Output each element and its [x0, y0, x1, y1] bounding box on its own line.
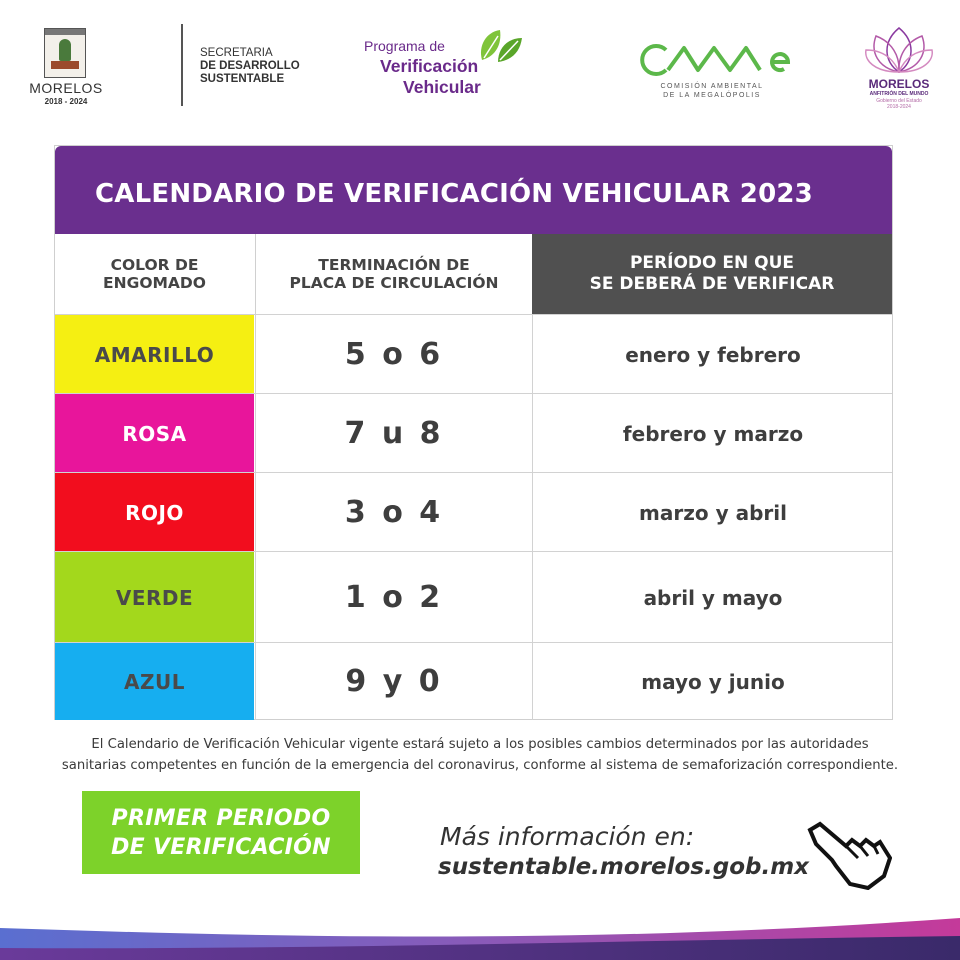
lotus-icon [864, 22, 934, 77]
table-row [55, 472, 892, 552]
disclaimer-note [30, 734, 930, 776]
plate-ending-cell: 9 y 0 [255, 643, 532, 720]
disclaimer-line-2: sanitarias competentes en función de la emergencia del coronavirus, conforme al sistema de semaforización correspondiente. [61, 758, 899, 773]
sticker-color-cell: ROSA [55, 394, 254, 473]
table-title-bar [55, 146, 892, 234]
header-plate-line-2: PLACA DE CIRCULACIÓN [289, 274, 499, 292]
plate-ending-cell: 7 u 8 [255, 394, 532, 473]
verification-calendar-table [54, 145, 893, 720]
state-seal-icon [44, 28, 86, 78]
plate-ending-cell: 1 o 2 [255, 552, 532, 643]
state-logo-name: MORELOS [868, 77, 930, 91]
more-info-url[interactable]: sustentable.morelos.gob.mx [438, 854, 810, 880]
period-cell: mayo y junio [532, 643, 893, 720]
period-cell: abril y mayo [532, 552, 893, 643]
badge-line-2: DE VERIFICACIÓN [111, 834, 331, 860]
first-period-badge [82, 791, 360, 874]
came-logo-sub-2: DE LA MEGALÓPOLIS [663, 92, 761, 99]
came-logo [632, 40, 792, 102]
state-logo-line-3: Gobierno del Estado [876, 98, 922, 104]
table-row [55, 314, 892, 394]
secretaria-logo [200, 47, 300, 86]
header-color-line-2: ENGOMADO [103, 274, 206, 292]
period-cell: enero y febrero [532, 315, 893, 394]
period-cell: febrero y marzo [532, 394, 893, 473]
sticker-color-cell: ROJO [55, 473, 254, 552]
came-wordmark-icon [632, 40, 792, 80]
header-divider [181, 24, 183, 106]
morelos-logo-name: MORELOS [29, 80, 103, 96]
program-logo-line-2: Verificación [380, 56, 479, 76]
table-row [55, 551, 892, 643]
header-period-line-1: PERÍODO EN QUE [629, 253, 795, 273]
header-period [532, 234, 892, 314]
plate-ending-cell: 3 o 4 [255, 473, 532, 552]
came-logo-sub-1: COMISIÓN AMBIENTAL [660, 83, 764, 90]
sticker-color-cell: AZUL [55, 643, 254, 720]
header [0, 0, 960, 130]
sticker-color-cell: VERDE [55, 552, 254, 643]
header-color [55, 234, 254, 314]
morelos-logo-years: 2018 - 2024 [44, 97, 88, 106]
sticker-color-cell: AMARILLO [55, 315, 254, 394]
program-logo-line-1: Programa de [364, 38, 445, 54]
badge-line-1: PRIMER PERIODO [111, 805, 331, 831]
header-plate [255, 234, 532, 314]
leaf-icon [476, 26, 526, 66]
disclaimer-line-1: El Calendario de Verificación Vehicular vigente estará sujeto a los posibles cambios determinados por las autoridades [91, 737, 869, 752]
table-row [55, 393, 892, 473]
table-row [55, 642, 892, 720]
header-color-line-1: COLOR DE [110, 256, 199, 274]
state-logo-tagline: ANFITRIÓN DEL MUNDO [869, 91, 929, 97]
state-logo [860, 22, 940, 112]
table-title: CALENDARIO DE VERIFICACIÓN VEHICULAR 2023 [95, 179, 813, 209]
program-logo [362, 32, 532, 102]
pointing-hand-icon [806, 820, 892, 890]
secretaria-line-1: SECRETARIA [200, 47, 273, 59]
secretaria-line-2: DE DESARROLLO [200, 60, 300, 72]
header-period-line-2: SE DEBERÁ DE VERIFICAR [589, 274, 835, 294]
period-cell: marzo y abril [532, 473, 893, 552]
plate-ending-cell: 5 o 6 [255, 315, 532, 394]
secretaria-line-3: SUSTENTABLE [200, 73, 285, 85]
state-logo-line-4: 2018-2024 [887, 104, 911, 110]
header-plate-line-1: TERMINACIÓN DE [318, 256, 470, 274]
program-logo-line-3: Vehicular [403, 77, 481, 97]
decorative-wave [0, 910, 960, 960]
more-info-label: Más información en: [440, 822, 695, 851]
